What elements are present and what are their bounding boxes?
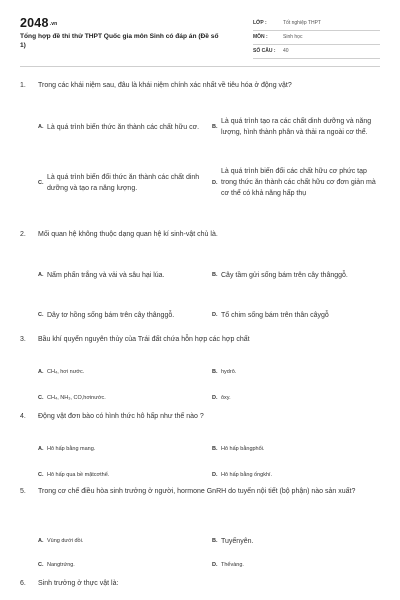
- option-text: hydrô.: [221, 368, 237, 375]
- option-letter: D.: [212, 395, 218, 401]
- option-letter: B.: [212, 124, 218, 130]
- option-letter: B.: [212, 538, 218, 544]
- meta-label: SỐ CÂU :: [253, 48, 276, 54]
- question-text: [20, 229, 380, 240]
- option-letter: B.: [212, 369, 218, 375]
- option-letter: A.: [38, 124, 44, 130]
- site-logo[interactable]: [20, 16, 57, 30]
- option-a[interactable]: [38, 533, 206, 549]
- option-c[interactable]: [38, 300, 206, 330]
- option-a[interactable]: [38, 108, 206, 146]
- question-4: [20, 411, 380, 478]
- option-c[interactable]: [38, 160, 206, 205]
- meta-value: Tốt nghiệp THPT: [283, 20, 321, 26]
- option-letter: C.: [38, 312, 44, 318]
- option-text: Tuyếnyên.: [221, 537, 254, 545]
- option-letter: A.: [38, 272, 44, 278]
- option-b[interactable]: [212, 441, 380, 457]
- option-text: Hô hấp bằng mang.: [47, 445, 96, 452]
- option-letter: D.: [212, 179, 218, 186]
- option-a[interactable]: [38, 260, 206, 290]
- option-text: Nangtrứng.: [47, 561, 75, 568]
- option-c[interactable]: [38, 390, 206, 406]
- document-meta: [253, 17, 380, 59]
- option-text: Dây tơ hồng sống bám trên cây thânggỗ.: [47, 311, 175, 319]
- option-c[interactable]: [38, 467, 206, 483]
- logo-suffix: .vn: [49, 20, 58, 27]
- question-number: 2.: [20, 231, 26, 238]
- meta-label: LỚP :: [253, 20, 267, 26]
- option-b[interactable]: [212, 260, 380, 290]
- option-text: Hô hấp qua bề mặtcơthể.: [47, 471, 110, 478]
- question-number: 3.: [20, 336, 26, 343]
- option-letter: A.: [38, 369, 44, 375]
- question-stem: Động vật đơn bào có hình thức hô hấp như thế nào ?: [38, 413, 204, 420]
- document-title: Tổng hợp đề thi thử THPT Quốc gia môn Sinh có đáp án (Đề số 1): [20, 33, 219, 49]
- option-letter: B.: [212, 446, 218, 452]
- question-1: [20, 80, 380, 197]
- header-divider: [20, 66, 380, 67]
- meta-row-class: [253, 17, 380, 31]
- option-text: CH₄, hơi nước.: [47, 368, 85, 375]
- option-text: Nấm phấn trắng và vải và sâu hại lúa.: [47, 271, 165, 279]
- option-text: Thểvàng.: [221, 561, 244, 568]
- option-letter: C.: [38, 562, 44, 568]
- option-d[interactable]: [212, 467, 380, 483]
- question-number: 4.: [20, 413, 26, 420]
- question-3: [20, 334, 380, 401]
- option-d[interactable]: [212, 300, 380, 330]
- option-text: Là quá trình biến đổi các chất hữu cơ phức tạp trong thức ăn thành các chất hữu cơ đơn giản mà cơ thể có khả năng hấp thụ: [221, 168, 376, 197]
- option-text: ôxy.: [221, 394, 231, 401]
- question-stem: Bầu khí quyển nguyên thủy của Trái đất chứa hỗn hợp các hợp chất: [38, 336, 250, 343]
- option-text: Là quá trình biến thức ăn thành các chất hữu cơ.: [47, 123, 200, 131]
- option-letter: D.: [212, 312, 218, 318]
- option-text: Là quá trình biến đổi thức ăn thành các chất dinh dưỡng và tạo ra năng lượng.: [47, 173, 200, 192]
- option-d[interactable]: [212, 390, 380, 406]
- question-text: [20, 578, 380, 589]
- meta-row-count: [253, 45, 380, 59]
- option-d[interactable]: [212, 160, 380, 205]
- question-text: [20, 486, 380, 497]
- question-text: [20, 334, 380, 345]
- page-header: [20, 16, 380, 60]
- option-d[interactable]: [212, 557, 380, 573]
- question-stem: Sinh trưởng ở thực vật là:: [38, 580, 119, 587]
- question-number: 1.: [20, 82, 26, 89]
- option-letter: A.: [38, 446, 44, 452]
- option-letter: C.: [38, 179, 44, 186]
- question-stem: Trong cơ chế điều hòa sinh trưởng ở người, hormone GnRH do tuyến nội tiết (bộ phận) nào sản xuất?: [38, 488, 356, 495]
- option-text: CH₄, NH₃, CO,hơinước.: [47, 394, 106, 401]
- option-text: Cây tầm gửi sống bám trên cây thânggỗ.: [221, 271, 348, 279]
- question-text: [20, 411, 380, 422]
- option-text: Hô hấp bằngphổi.: [221, 445, 265, 452]
- meta-value: 40: [283, 48, 289, 54]
- question-number: 6.: [20, 580, 26, 587]
- question-stem: Trong các khái niệm sau, đâu là khái niệm chính xác nhất về tiêu hóa ở động vật?: [38, 82, 292, 89]
- option-a[interactable]: [38, 441, 206, 457]
- option-letter: D.: [212, 562, 218, 568]
- meta-row-subject: [253, 31, 380, 45]
- question-number: 5.: [20, 488, 26, 495]
- question-stem: Mối quan hệ không thuộc dạng quan hệ kí sinh-vật chủ là.: [38, 231, 218, 238]
- question-5: [20, 486, 380, 568]
- option-b[interactable]: [212, 533, 380, 549]
- option-c[interactable]: [38, 557, 206, 573]
- option-text: Vùng dưới đồi.: [47, 537, 84, 544]
- option-b[interactable]: [212, 364, 380, 380]
- question-2: [20, 229, 380, 319]
- meta-value: Sinh học: [283, 34, 303, 40]
- option-letter: C.: [38, 472, 44, 478]
- option-b[interactable]: [212, 108, 380, 146]
- logo-text: 2048: [20, 16, 49, 30]
- question-6: [20, 578, 380, 589]
- option-letter: A.: [38, 538, 44, 544]
- option-letter: C.: [38, 395, 44, 401]
- question-text: [20, 80, 380, 91]
- option-a[interactable]: [38, 364, 206, 380]
- option-text: Tổ chim sống bám trên thân câygỗ: [221, 311, 329, 319]
- option-text: Hô hấp bằng ốngkhí.: [221, 471, 273, 478]
- option-letter: B.: [212, 272, 218, 278]
- option-letter: D.: [212, 472, 218, 478]
- meta-label: MÔN :: [253, 34, 268, 40]
- option-text: Là quá trình tạo ra các chất dinh dưỡng và năng lượng, hình thành phân và thải ra ngoài cơ thể.: [221, 118, 372, 136]
